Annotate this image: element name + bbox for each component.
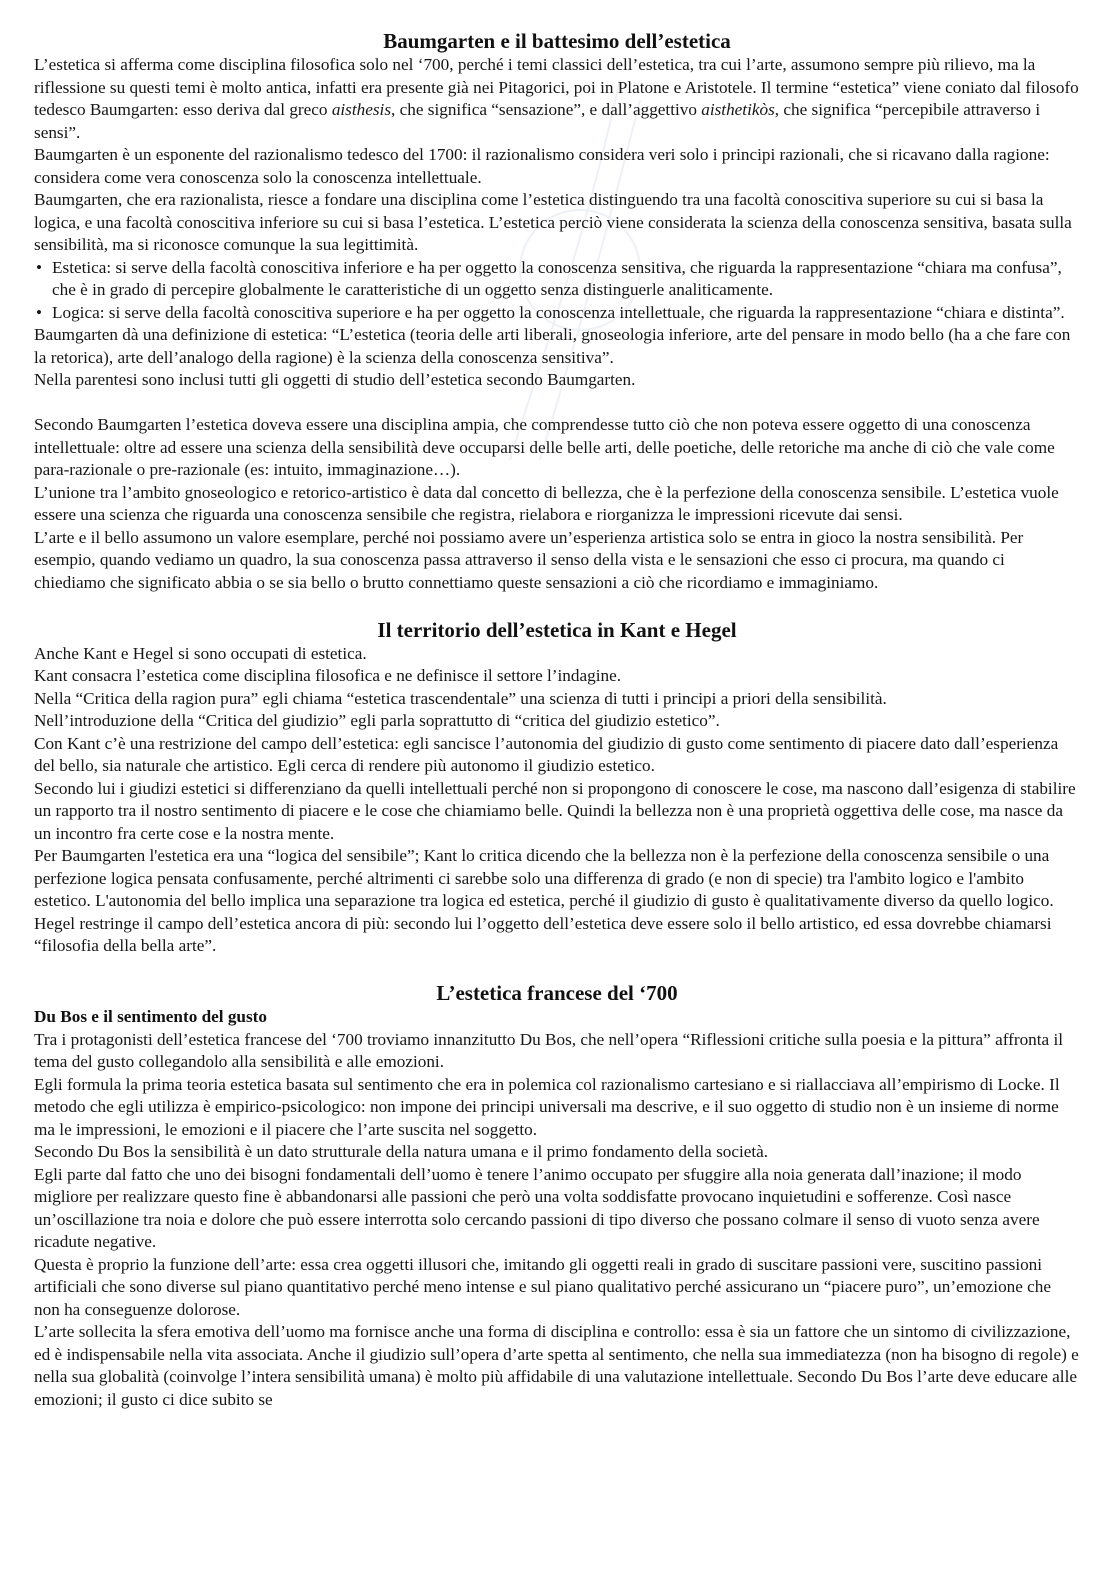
paragraph: Kant consacra l’estetica come disciplina filosofica e ne definisce il settore l’indagine. <box>34 666 622 685</box>
paragraph: Nell’introduzione della “Critica del giudizio” egli parla soprattutto di “critica del giudizio estetico”. <box>34 711 720 730</box>
list-item: • Logica: si serve della facoltà conoscitiva superiore e ha per oggetto la conoscenza intellettuale, che riguarda la rappresentazione “chiara e distinta”. <box>34 302 1080 325</box>
list-item: • Estetica: si serve della facoltà conoscitiva inferiore e ha per oggetto la conoscenza sensitiva, che riguarda la rappresentazione “chiara ma confusa”, che è in grado di percepire globalmente le caratteristiche di un oggetto senza distinguerle analiticamente. <box>34 257 1080 302</box>
paragraph: Nella “Critica della ragion pura” egli chiama “estetica trascendentale” una scienza di tutti i principi a priori della sensibilità. <box>34 688 887 708</box>
paragraph: L’estetica si afferma come disciplina filosofica solo nel ‘700, perché i temi classici dell’estetica, tra cui l’arte, assumono sempre più rilievo, ma la riflessione su questi temi è molto antica, infatti era presente già nei Pitagorici, poi in Platone e Aristotele. Il termine “estetica” viene coniato dal filosofo tedesco Baumgarten: esso deriva dal greco aisthesis, che significa “sensazione”, e dall’aggettivo aisthetikòs, che significa “percepibile attraverso i sensi”. <box>34 55 1079 142</box>
paragraph: Secondo Du Bos la sensibilità è un dato strutturale della natura umana e il primo fondamento della società. <box>34 1142 769 1161</box>
paragraph: Baumgarten dà una definizione di estetica: “L’estetica (teoria delle arti liberali, gnoseologia inferiore, arte del pensare in modo bello (ha a che fare con la retorica), arte dell’analogo della ragione) è la scienza della conoscenza sensitiva”. <box>34 325 1071 367</box>
paragraph: Questa è proprio la funzione dell’arte: essa crea oggetti illusori che, imitando gli oggetti reali in grado di suscitare passioni vere, suscitino passioni artificiali che sono diverse sul piano quantitativo perché meno intense e sul piano qualitativo perché assicurano un “piacere puro”, un’emozione che non ha conseguenze dolorose. <box>34 1254 1052 1319</box>
greek-term: aisthesis <box>331 100 392 119</box>
paragraph: Tra i protagonisti dell’estetica francese del ‘700 troviamo innanzitutto Du Bos, che nell’opera “Riflessioni critiche sulla poesia e la pittura” affronta il tema del gusto collegandolo alla sensibilità e alle emozioni. <box>34 1029 1064 1071</box>
paragraph: Baumgarten, che era razionalista, riesce a fondare una disciplina come l’estetica distinguendo tra una facoltà conoscitiva superiore su cui si basa la logica, e una facoltà conoscitiva inferiore su cui si basa l’estetica. L’estetica perciò viene considerata la scienza della conoscenza sensitiva, basata sulla sensibilità, ma si riconosce comunque la sua legittimità. <box>34 190 1072 254</box>
paragraph: Baumgarten è un esponente del razionalismo tedesco del 1700: il razionalismo considera veri solo i principi razionali, che si ricavano dalla ragione: considera come vera conoscenza solo la conoscenza intellettuale. <box>34 145 1050 187</box>
paragraph: Egli parte dal fatto che uno dei bisogni fondamentali dell’uomo è tenere l’animo occupato per sfuggire alla noia generata dall’inazione; il modo migliore per realizzare questo fine è abbandonarsi alle passioni che però una volta soddisfatte provocano inquietudini e sofferenze. Così nasce un’oscillazione tra noia e dolore che può essere interrotta solo cercando passioni di tipo diverso che possano colmare il senso di vuoto senza avere ricadute negative. <box>34 1164 1040 1251</box>
greek-term: aisthetikòs <box>701 100 775 119</box>
paragraph: L’arte e il bello assumono un valore esemplare, perché noi possiamo avere un’esperienza artistica solo se entra in gioco la nostra sensibilità. Per esempio, quando vediamo un quadro, la sua conoscenza passa attraverso il senso della vista e le sensazioni che esso ci procura, ma quando ci chiediamo che significato abbia o se sia bello o brutto connettiamo queste sensazioni a ciò che ricordiamo e immaginiamo. <box>34 527 1024 592</box>
section-title-estetica-francese: L’estetica francese del ‘700 <box>436 981 678 1005</box>
paragraph: Per Baumgarten l'estetica era una “logica del sensibile”; Kant lo critica dicendo che la bellezza non è la perfezione della conoscenza sensibile o una perfezione logica pensata confusamente, perché altrimenti ci sarebbe solo una differenza di grado (e non di specie) tra l'ambito logico e l'ambito estetico. L'autonomia del bello implica una separazione tra logica ed estetica, perché il giudizio di gusto è qualitativamente diverso da quello logico. <box>34 846 1054 910</box>
paragraph: Anche Kant e Hegel si sono occupati di estetica. <box>34 643 367 663</box>
paragraph: Nella parentesi sono inclusi tutti gli oggetti di studio dell’estetica secondo Baumgarten. <box>34 370 636 389</box>
section-title-kant-hegel: Il territorio dell’estetica in Kant e Hegel <box>377 617 737 642</box>
paragraph: Con Kant c’è una restrizione del campo dell’estetica: egli sancisce l’autonomia del giudizio di gusto come sentimento di piacere dato dall’esperienza del bello, sia naturale che artistico. Egli cerca di rendere più autonomo il giudizio estetico. <box>34 733 1059 775</box>
paragraph: Secondo Baumgarten l’estetica doveva essere una disciplina ampia, che comprendesse tutto ciò che non poteva essere oggetto di una conoscenza intellettuale: oltre ad essere una scienza della sensibilità deve occuparsi delle belle arti, delle poetiche, delle retoriche ma anche di ciò che vale come para-razionale o pre-razionale (es: intuito, immaginazione…). <box>34 415 1055 479</box>
section-title-baumgarten: Baumgarten e il battesimo dell’estetica <box>383 29 731 53</box>
paragraph: L’unione tra l’ambito gnoseologico e retorico-artistico è data dal concetto di bellezza, che è la perfezione della conoscenza sensibile. L’estetica vuole essere una scienza che riguarda una conoscenza sensibile che registra, rielabora e riorganizza le impressioni ricevute dai sensi. <box>34 482 1059 524</box>
document-page <box>34 28 1080 1411</box>
bullet-list <box>34 257 1080 325</box>
paragraph: Hegel restringe il campo dell’estetica ancora di più: secondo lui l’oggetto dell’estetica deve essere solo il bello artistico, ed essa dovrebbe chiamarsi “filosofia della bella arte”. <box>34 913 1052 955</box>
subsection-title-du-bos: Du Bos e il sentimento del gusto <box>34 1007 267 1026</box>
paragraph: Egli formula la prima teoria estetica basata sul sentimento che era in polemica col razionalismo cartesiano e si riallacciava all’empirismo di Locke. Il metodo che egli utilizza è empirico-psicologico: non impone dei principi universali ma descrive, e il suo oggetto di studio non è un insieme di norme ma le impressioni, le emozioni e il piacere che l’arte suscita nel soggetto. <box>34 1074 1060 1139</box>
paragraph: L’arte sollecita la sfera emotiva dell’uomo ma fornisce anche una forma di disciplina e controllo: essa è sia un fattore che un sintomo di civilizzazione, ed è indispensabile nella vita associata. Anche il giudizio sull’opera d’arte spetta al sentimento, che nella sua immediatezza (non ha bisogno di regole) e nella sua globalità (coinvolge l’intera sensibilità umana) è molto più affidabile di una valutazione intellettuale. Secondo Du Bos l’arte deve educare alle emozioni; il gusto ci dice subito se <box>34 1322 1079 1409</box>
paragraph: Secondo lui i giudizi estetici si differenziano da quelli intellettuali perché non si propongono di conoscere le cose, ma nascono dall’esigenza di stabilire un rapporto tra il nostro sentimento di piacere e le cose che chiamiamo belle. Quindi la bellezza non è una proprietà oggettiva delle cose, ma nasce da un incontro fra certe cose e la nostra mente. <box>34 778 1076 843</box>
